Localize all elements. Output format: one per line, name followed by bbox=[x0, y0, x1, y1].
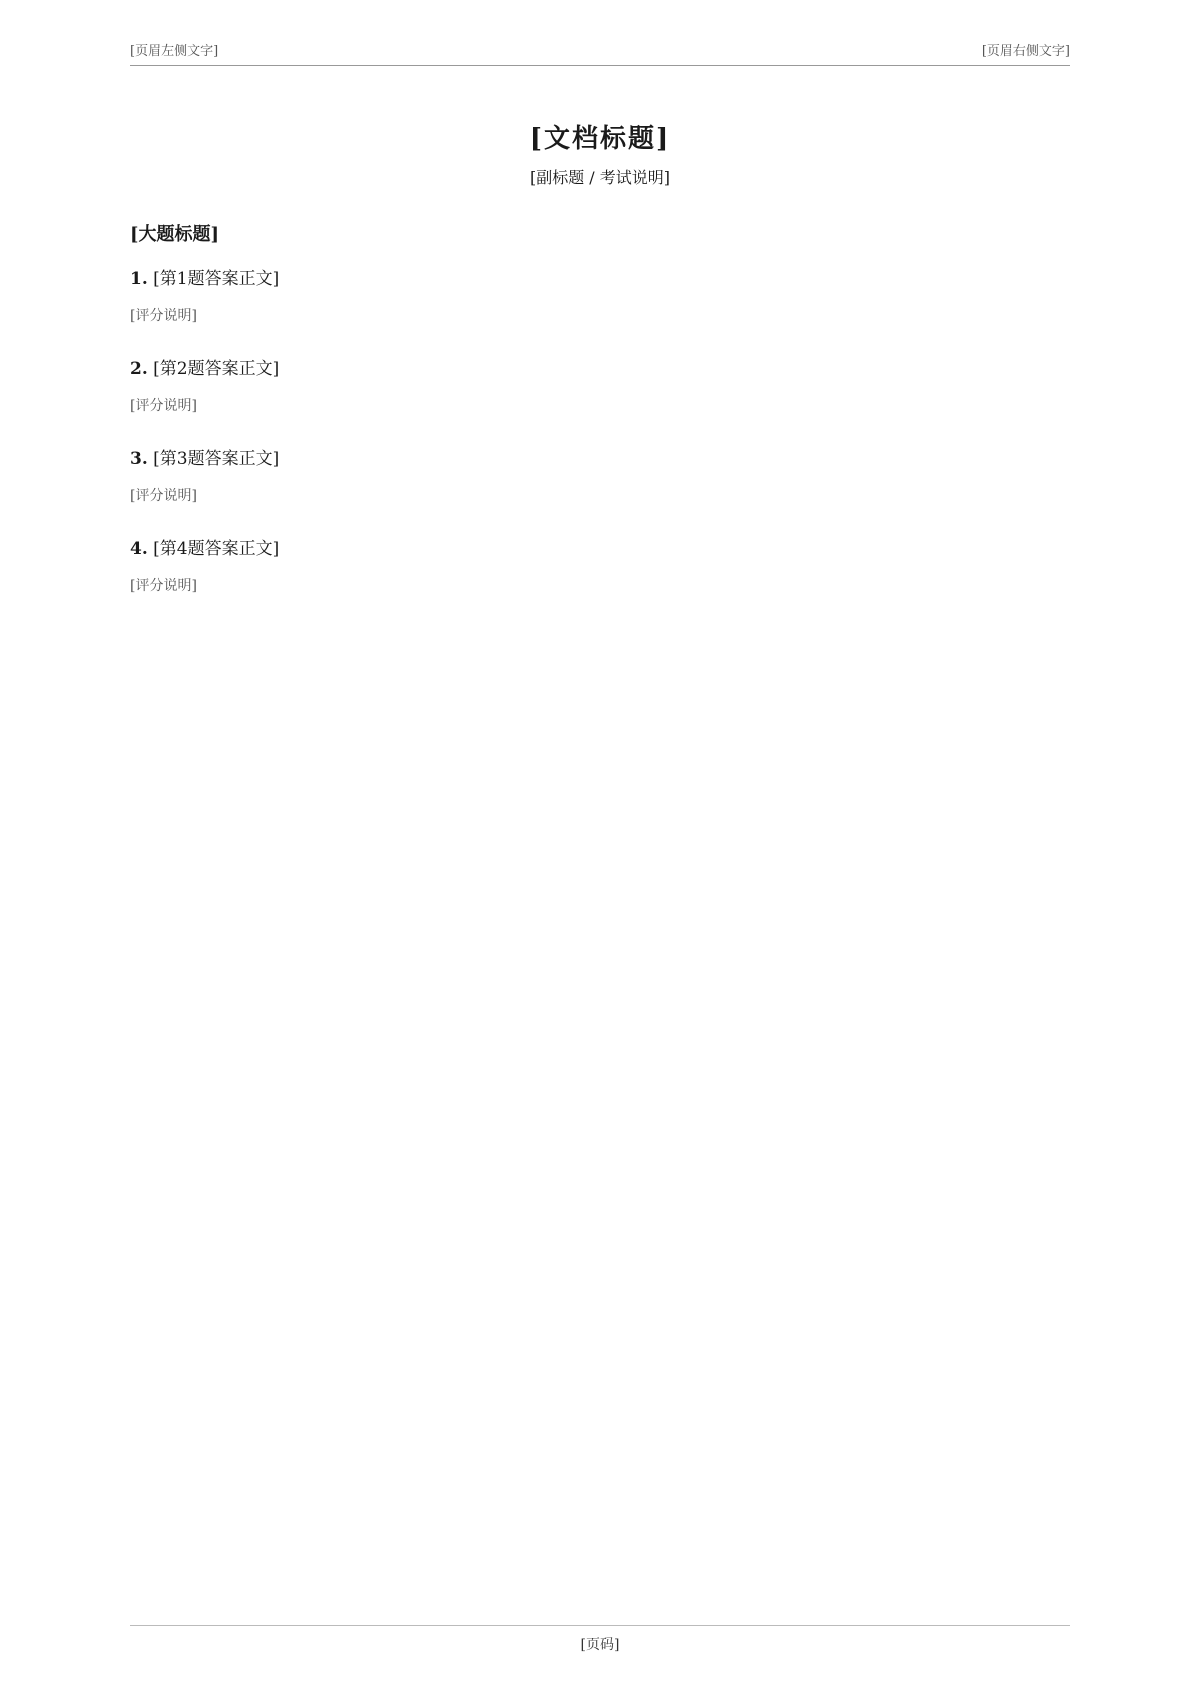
question-block-3 bbox=[130, 444, 1070, 508]
header-right-text: [页眉右侧文字] bbox=[981, 44, 1070, 59]
question-block-2 bbox=[130, 354, 1070, 418]
question-block-4 bbox=[130, 534, 1070, 598]
question-answer: [第4题答案正文] bbox=[153, 539, 280, 559]
question-answer: [第3题答案正文] bbox=[153, 449, 280, 469]
scoring-note: [评分说明] bbox=[130, 308, 197, 324]
scoring-note: [评分说明] bbox=[130, 488, 197, 504]
page-footer bbox=[130, 1625, 1070, 1654]
question-number: 1. bbox=[130, 269, 148, 289]
question-line bbox=[130, 264, 1070, 294]
section-heading: [大题标题] bbox=[130, 224, 220, 245]
question-number: 3. bbox=[130, 449, 148, 469]
question-number: 4. bbox=[130, 539, 148, 559]
header-left-text: [页眉左侧文字] bbox=[130, 44, 219, 59]
question-answer: [第2题答案正文] bbox=[153, 359, 280, 379]
question-block-1 bbox=[130, 264, 1070, 328]
question-line bbox=[130, 354, 1070, 384]
document-subtitle: [副标题 / 考试说明] bbox=[529, 168, 671, 187]
question-number: 2. bbox=[130, 359, 148, 379]
page-header bbox=[130, 40, 1070, 66]
page-number: [页码] bbox=[580, 1637, 620, 1653]
question-line bbox=[130, 534, 1070, 564]
document-title: [文档标题] bbox=[529, 124, 671, 154]
scoring-note: [评分说明] bbox=[130, 398, 197, 414]
question-line bbox=[130, 444, 1070, 474]
scoring-note: [评分说明] bbox=[130, 578, 197, 594]
question-answer: [第1题答案正文] bbox=[153, 269, 280, 289]
